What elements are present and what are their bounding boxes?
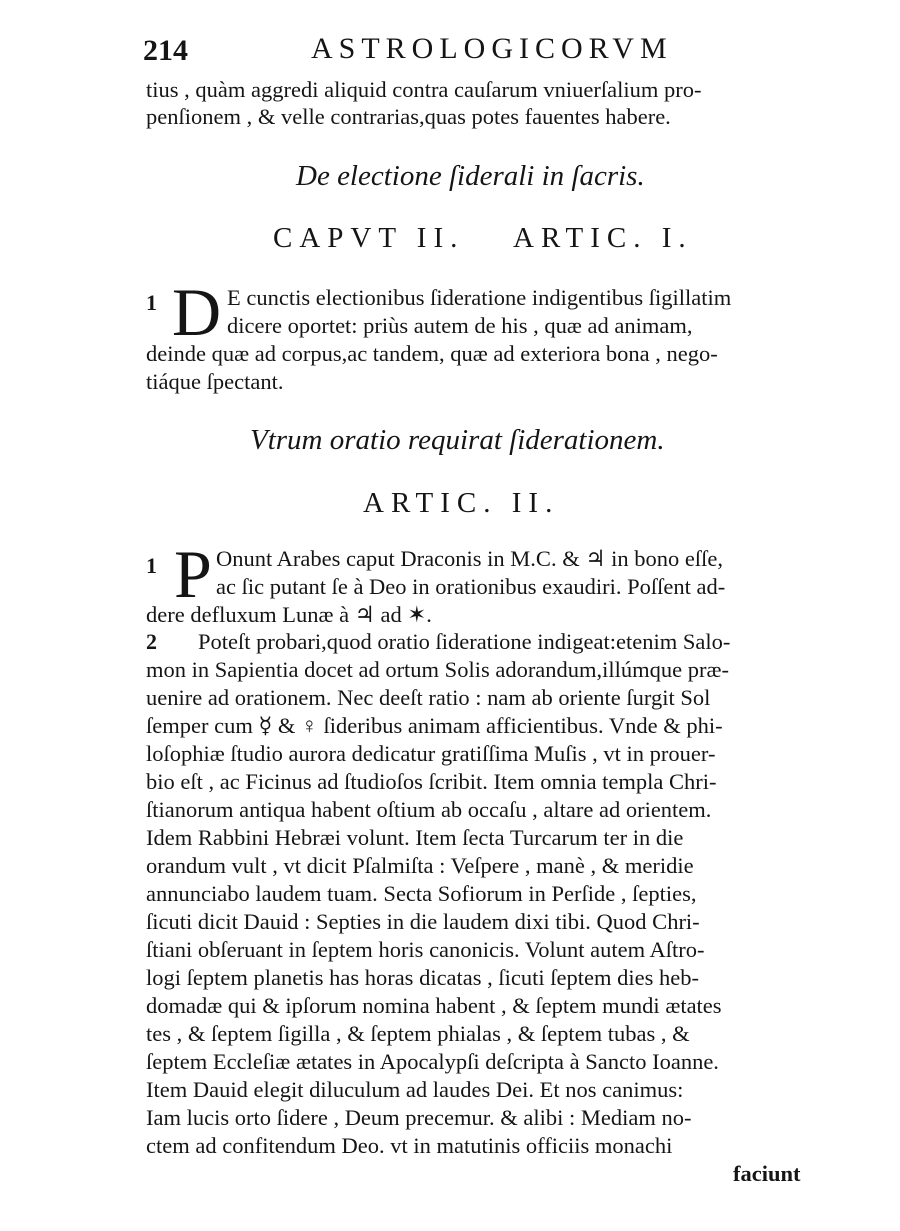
text-line: penſionem , & velle contrarias,quas potes fauentes habere.	[146, 104, 671, 129]
text-line: logi ſeptem planetis has horas dicatas , ſicuti ſeptem dies heb-	[146, 965, 699, 990]
text-line: Poteſt probari,quod oratio ſideratione indigeat:etenim Salo-	[198, 629, 731, 654]
text-line: orandum vult , vt dicit Pſalmiſta : Veſpere , manè , & meridie	[146, 853, 694, 878]
text-line: mon in Sapientia docet ad ortum Solis adorandum,illúmque præ-	[146, 657, 730, 682]
text-line: ſtiani obſeruant in ſeptem horis canonicis. Volunt autem Aſtro-	[146, 937, 705, 962]
text-line: tes , & ſeptem ſigilla , & ſeptem phialas , & ſeptem tubas , &	[146, 1021, 690, 1046]
text-line: loſophiæ ſtudio aurora dedicatur gratiſſima Muſis , vt in prouer-	[146, 741, 716, 766]
running-title: ASTROLOGICORVM	[311, 32, 673, 65]
article-heading: ARTIC. I.	[513, 222, 693, 254]
text-line: ſeptem Eccleſiæ ætates in Apocalypſi deſcripta à Sancto Ioanne.	[146, 1049, 719, 1074]
text-line: dere defluxum Lunæ à ♃ ad ✶.	[146, 602, 432, 627]
article-heading: ARTIC. II.	[363, 487, 560, 519]
item-number: 1	[146, 290, 157, 315]
text-line: Idem Rabbini Hebræi volunt. Item ſecta Turcarum ter in die	[146, 825, 684, 850]
text-line: ctem ad confitendum Deo. vt in matutinis officiis monachi	[146, 1133, 673, 1158]
item-number: 2	[146, 629, 157, 654]
text-line: tius , quàm aggredi aliquid contra cauſarum vniuerſalium pro-	[146, 77, 702, 102]
section-title: Vtrum oratio requirat ſiderationem.	[250, 424, 665, 456]
text-line: ac ſic putant ſe à Deo in orationibus exaudiri. Poſſent ad-	[216, 574, 726, 599]
chapter-heading: CAPVT II.	[273, 222, 465, 254]
catchword: faciunt	[733, 1161, 801, 1186]
text-line: E cunctis electionibus ſideratione indigentibus ſigillatim	[227, 285, 732, 310]
text-line: deinde quæ ad corpus,ac tandem, quæ ad exteriora bona , nego-	[146, 341, 718, 366]
text-line: ſemper cum ☿ & ♀ ſideribus animam afficientibus. Vnde & phi-	[146, 713, 723, 738]
text-line: ſicuti dicit Dauid : Septies in die laudem dixi tibi. Quod Chri-	[146, 909, 700, 934]
page-number: 214	[143, 34, 188, 67]
drop-cap: P	[174, 536, 212, 612]
text-line: ſtianorum antiqua habent oſtium ab occaſu , altare ad orientem.	[146, 797, 712, 822]
page-header	[143, 30, 823, 70]
text-line: Item Dauid elegit diluculum ad laudes Dei. Et nos canimus:	[146, 1077, 684, 1102]
text-line: Iam lucis orto ſidere , Deum precemur. & alibi : Mediam no-	[146, 1105, 692, 1130]
text-line: uenire ad orationem. Nec deeſt ratio : nam ab oriente ſurgit Sol	[146, 685, 711, 710]
section-title: De electione ſiderali in ſacris.	[296, 160, 645, 192]
text-line: annunciabo laudem tuam. Secta Sofiorum in Perſide , ſepties,	[146, 881, 697, 906]
drop-cap: D	[172, 274, 222, 350]
text-line: dicere oportet: priùs autem de his , quæ ad animam,	[227, 313, 693, 338]
item-number: 1	[146, 553, 157, 578]
text-line: bio eſt , ac Ficinus ad ſtudioſos ſcribit. Item omnia templa Chri-	[146, 769, 717, 794]
text-line: domadæ qui & ipſorum nomina habent , & ſeptem mundi ætates	[146, 993, 722, 1018]
text-line: tiáque ſpectant.	[146, 369, 284, 394]
text-line: Onunt Arabes caput Draconis in M.C. & ♃ in bono eſſe,	[216, 546, 723, 571]
